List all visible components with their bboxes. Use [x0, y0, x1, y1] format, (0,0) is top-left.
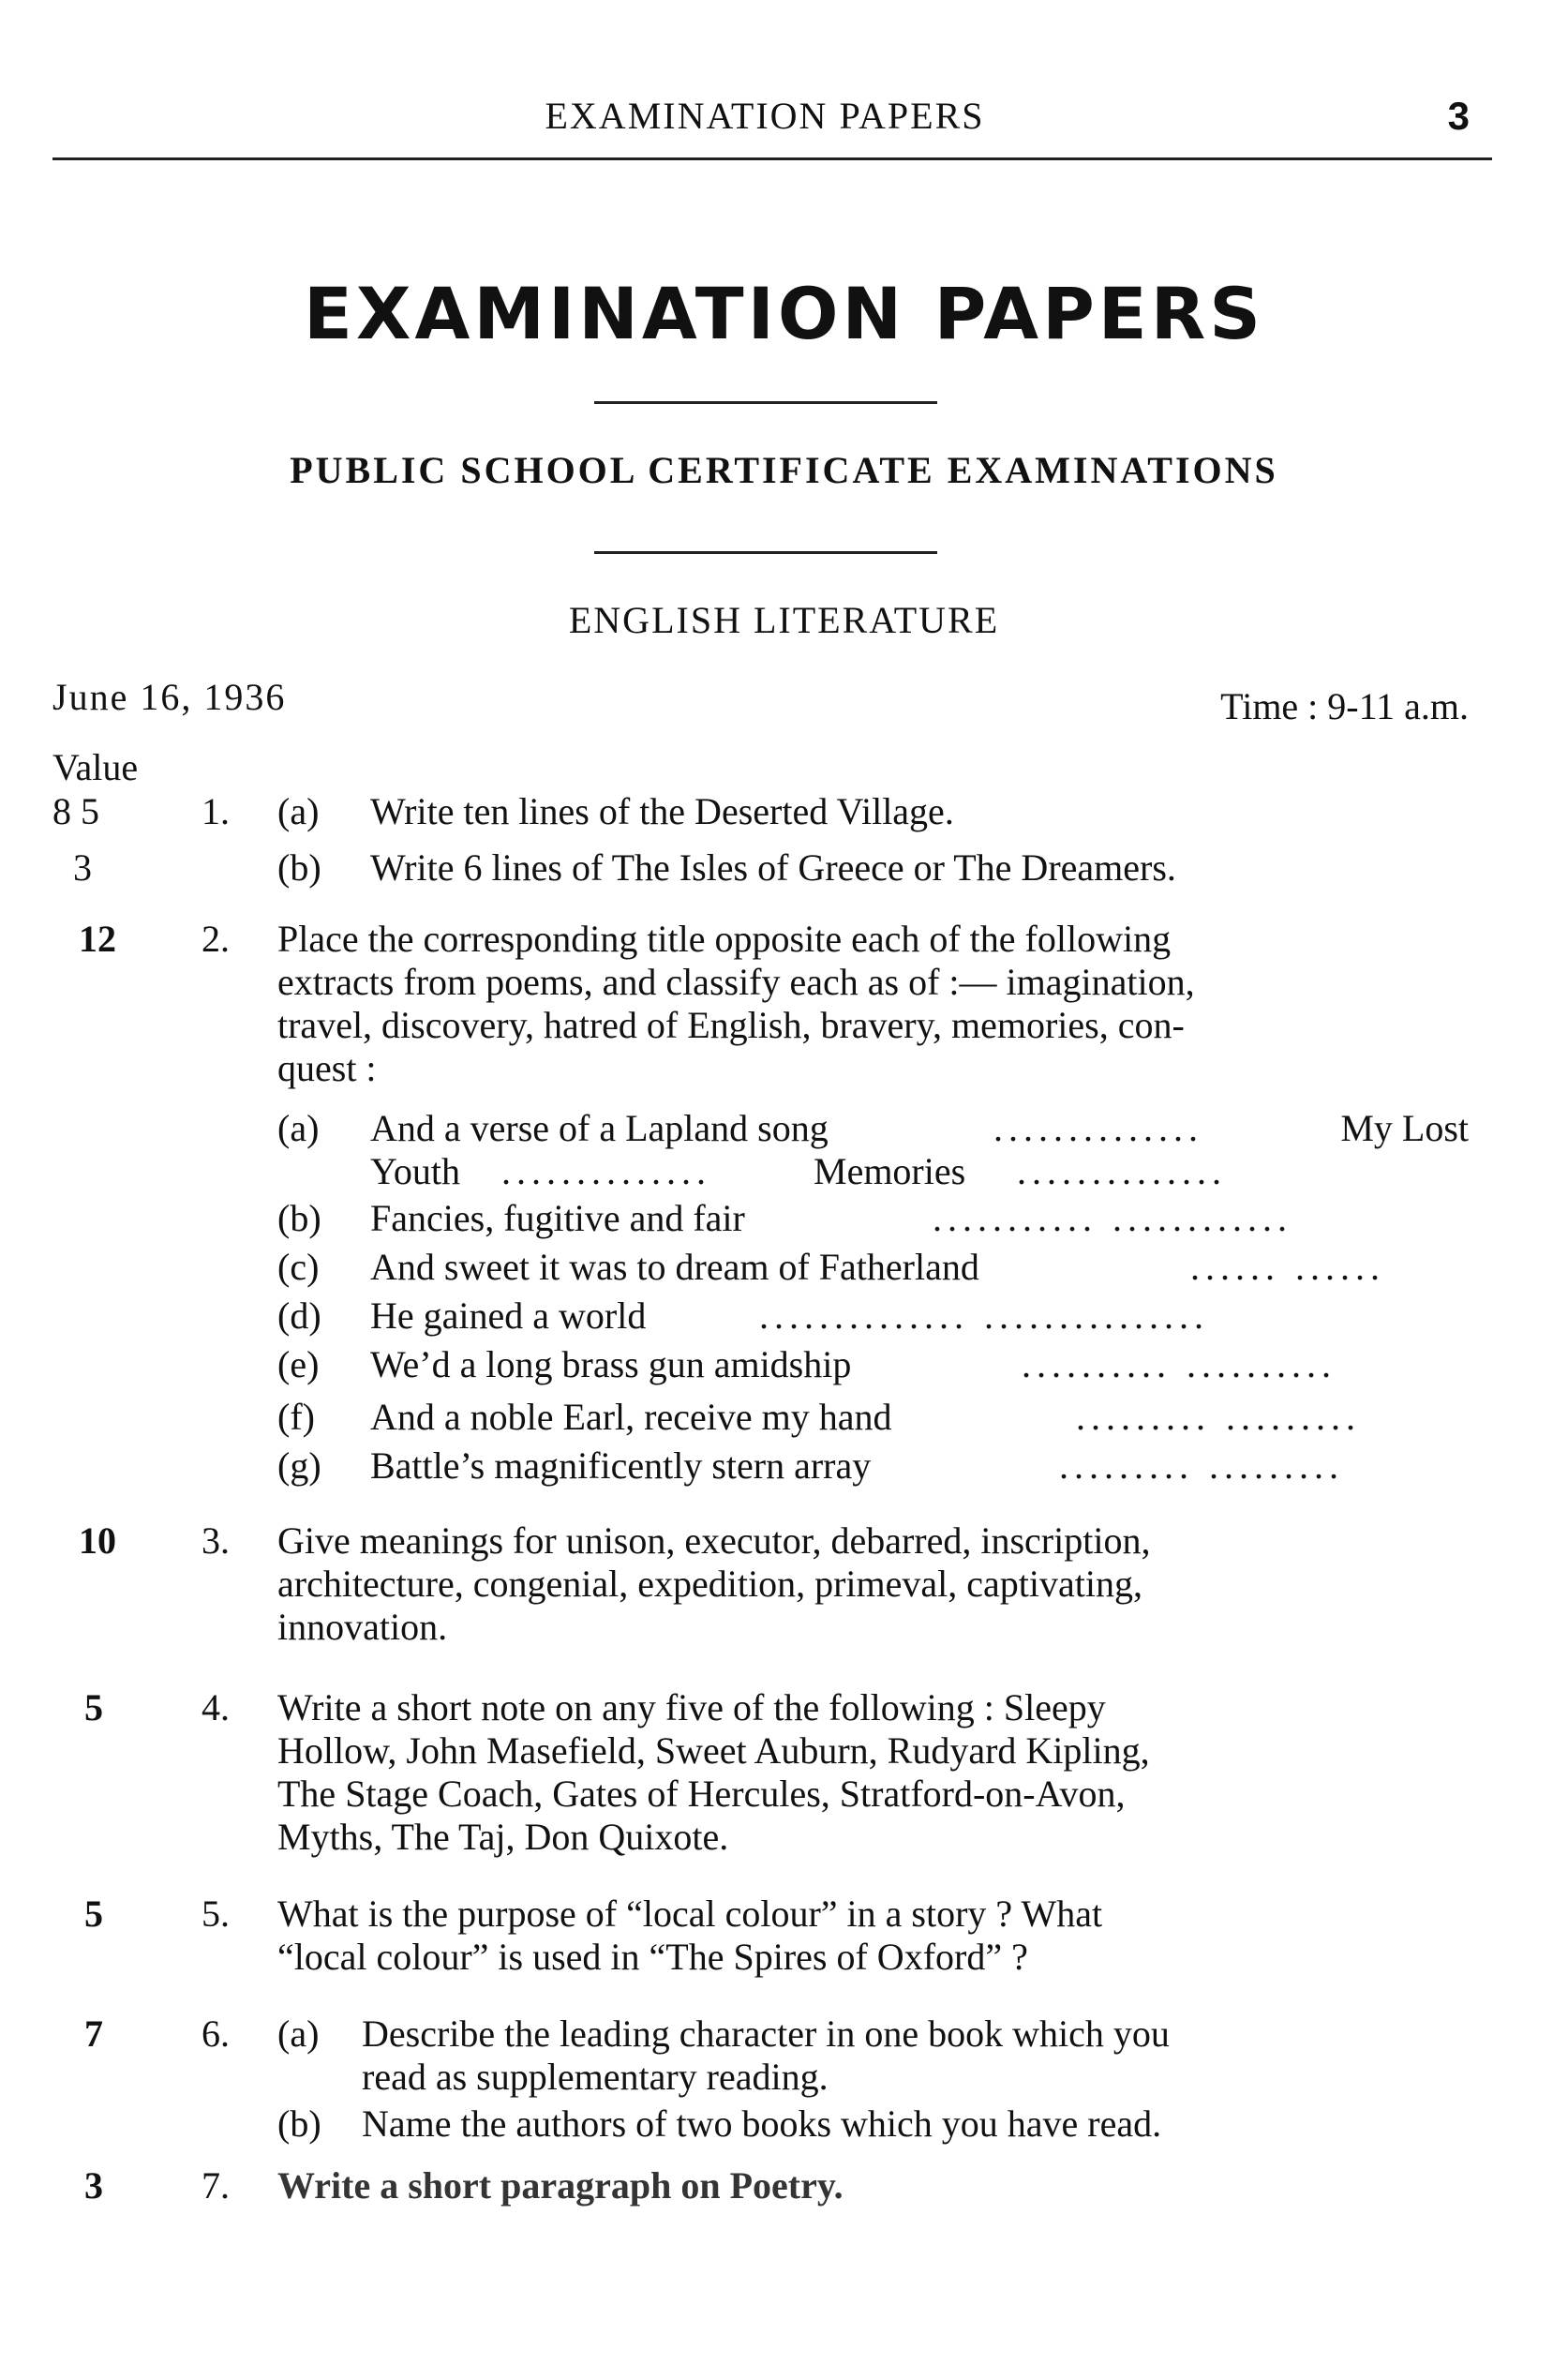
question-5-text: “local colour” is used in “The Spires of Oxford” ? — [277, 1936, 1028, 1978]
question-1b-text: Write 6 lines of The Isles of Greece or The Dreamers. — [370, 846, 1176, 889]
exam-date: June 16, 1936 — [52, 676, 287, 718]
question-2a-title: My Lost — [1340, 1107, 1469, 1149]
title-divider — [594, 401, 937, 404]
question-2e-leader: .......... .......... — [1022, 1343, 1337, 1385]
question-2d-label: (d) — [277, 1294, 321, 1337]
question-1-value: 8 5 — [52, 790, 99, 832]
question-2-value: 12 — [79, 918, 116, 960]
question-2d-leader: .............. ............... — [759, 1294, 1209, 1337]
question-5-number: 5. — [202, 1893, 230, 1935]
question-2a-classification: Memories — [814, 1150, 966, 1192]
question-2-text: travel, discovery, hatred of English, bravery, memories, con- — [277, 1004, 1185, 1046]
question-1b-label: (b) — [277, 846, 321, 889]
question-4-number: 4. — [202, 1686, 230, 1728]
question-4-text: Hollow, John Masefield, Sweet Auburn, Rudyard Kipling, — [277, 1729, 1150, 1772]
question-2-text: Place the corresponding title opposite each of the following — [277, 918, 1172, 960]
running-head — [52, 94, 1477, 156]
question-2a-title: Youth — [370, 1150, 460, 1192]
exam-subtitle: PUBLIC SCHOOL CERTIFICATE EXAMINATIONS — [290, 449, 1278, 491]
question-2e-extract: We’d a long brass gun amidship — [370, 1343, 852, 1385]
question-4-text: Myths, The Taj, Don Quixote. — [277, 1816, 729, 1858]
question-2a-leader: .............. — [993, 1107, 1203, 1149]
question-4-text: The Stage Coach, Gates of Hercules, Stratford-on-Avon, — [277, 1773, 1126, 1815]
question-3-text: innovation. — [277, 1606, 448, 1648]
question-2c-extract: And sweet it was to dream of Fatherland — [370, 1246, 979, 1288]
question-2f-label: (f) — [277, 1396, 315, 1438]
question-2f-leader: ......... ......... — [1076, 1396, 1361, 1438]
page-number: 3 — [1447, 94, 1470, 138]
running-head-title: EXAMINATION PAPERS — [545, 95, 985, 137]
question-2-text: quest : — [277, 1047, 377, 1089]
question-2a-leader: .............. — [1017, 1150, 1227, 1192]
question-7-number: 7. — [202, 2164, 230, 2207]
question-2c-label: (c) — [277, 1246, 320, 1288]
question-6-value: 7 — [84, 2012, 103, 2055]
question-4-value: 5 — [84, 1686, 103, 1728]
question-2b-label: (b) — [277, 1197, 321, 1239]
question-5-value: 5 — [84, 1893, 103, 1935]
question-6b-text: Name the authors of two books which you have read. — [362, 2102, 1162, 2145]
question-6a-label: (a) — [277, 2012, 320, 2055]
question-2g-label: (g) — [277, 1444, 321, 1487]
question-3-value: 10 — [79, 1519, 116, 1562]
question-2d-extract: He gained a world — [370, 1294, 647, 1337]
question-1-number: 1. — [202, 790, 230, 832]
question-2e-label: (e) — [277, 1343, 320, 1385]
header-divider — [52, 157, 1492, 160]
question-2g-leader: ......... ......... — [1059, 1444, 1344, 1487]
question-1b-value: 3 — [73, 846, 92, 889]
section-title: ENGLISH LITERATURE — [568, 599, 1000, 641]
question-2a-label: (a) — [277, 1107, 320, 1149]
question-2a-extract: And a verse of a Lapland song — [370, 1107, 829, 1149]
question-3-text: Give meanings for unison, executor, debarred, inscription, — [277, 1519, 1151, 1562]
exam-time: Time : 9-11 a.m. — [1220, 685, 1469, 727]
question-6b-label: (b) — [277, 2102, 321, 2145]
question-2a-leader: .............. — [501, 1150, 711, 1192]
question-6a-text: read as supplementary reading. — [362, 2056, 829, 2098]
question-2f-extract: And a noble Earl, receive my hand — [370, 1396, 892, 1438]
question-6a-text: Describe the leading character in one book which you — [362, 2012, 1170, 2055]
question-2b-extract: Fancies, fugitive and fair — [370, 1197, 745, 1239]
question-2g-extract: Battle’s magnificently stern array — [370, 1444, 872, 1487]
question-1a-text: Write ten lines of the Deserted Village. — [370, 790, 954, 832]
question-1a-label: (a) — [277, 790, 320, 832]
question-2-number: 2. — [202, 918, 230, 960]
question-5-text: What is the purpose of “local colour” in a story ? What — [277, 1893, 1103, 1935]
question-4-text: Write a short note on any five of the following : Sleepy — [277, 1686, 1106, 1728]
value-column-label: Value — [52, 746, 139, 788]
question-2c-leader: ...... ...... — [1190, 1246, 1385, 1288]
question-3-text: architecture, congenial, expedition, primeval, captivating, — [277, 1563, 1142, 1605]
page-title: EXAMINATION PAPERS — [304, 272, 1264, 355]
question-2-text: extracts from poems, and classify each as of :— imagination, — [277, 961, 1195, 1003]
question-3-number: 3. — [202, 1519, 230, 1562]
question-7-value: 3 — [84, 2164, 103, 2207]
subtitle-divider — [594, 551, 937, 554]
question-6-number: 6. — [202, 2012, 230, 2055]
question-7-text: Write a short paragraph on Poetry. — [277, 2164, 844, 2207]
question-2b-leader: ........... ............ — [933, 1197, 1292, 1239]
